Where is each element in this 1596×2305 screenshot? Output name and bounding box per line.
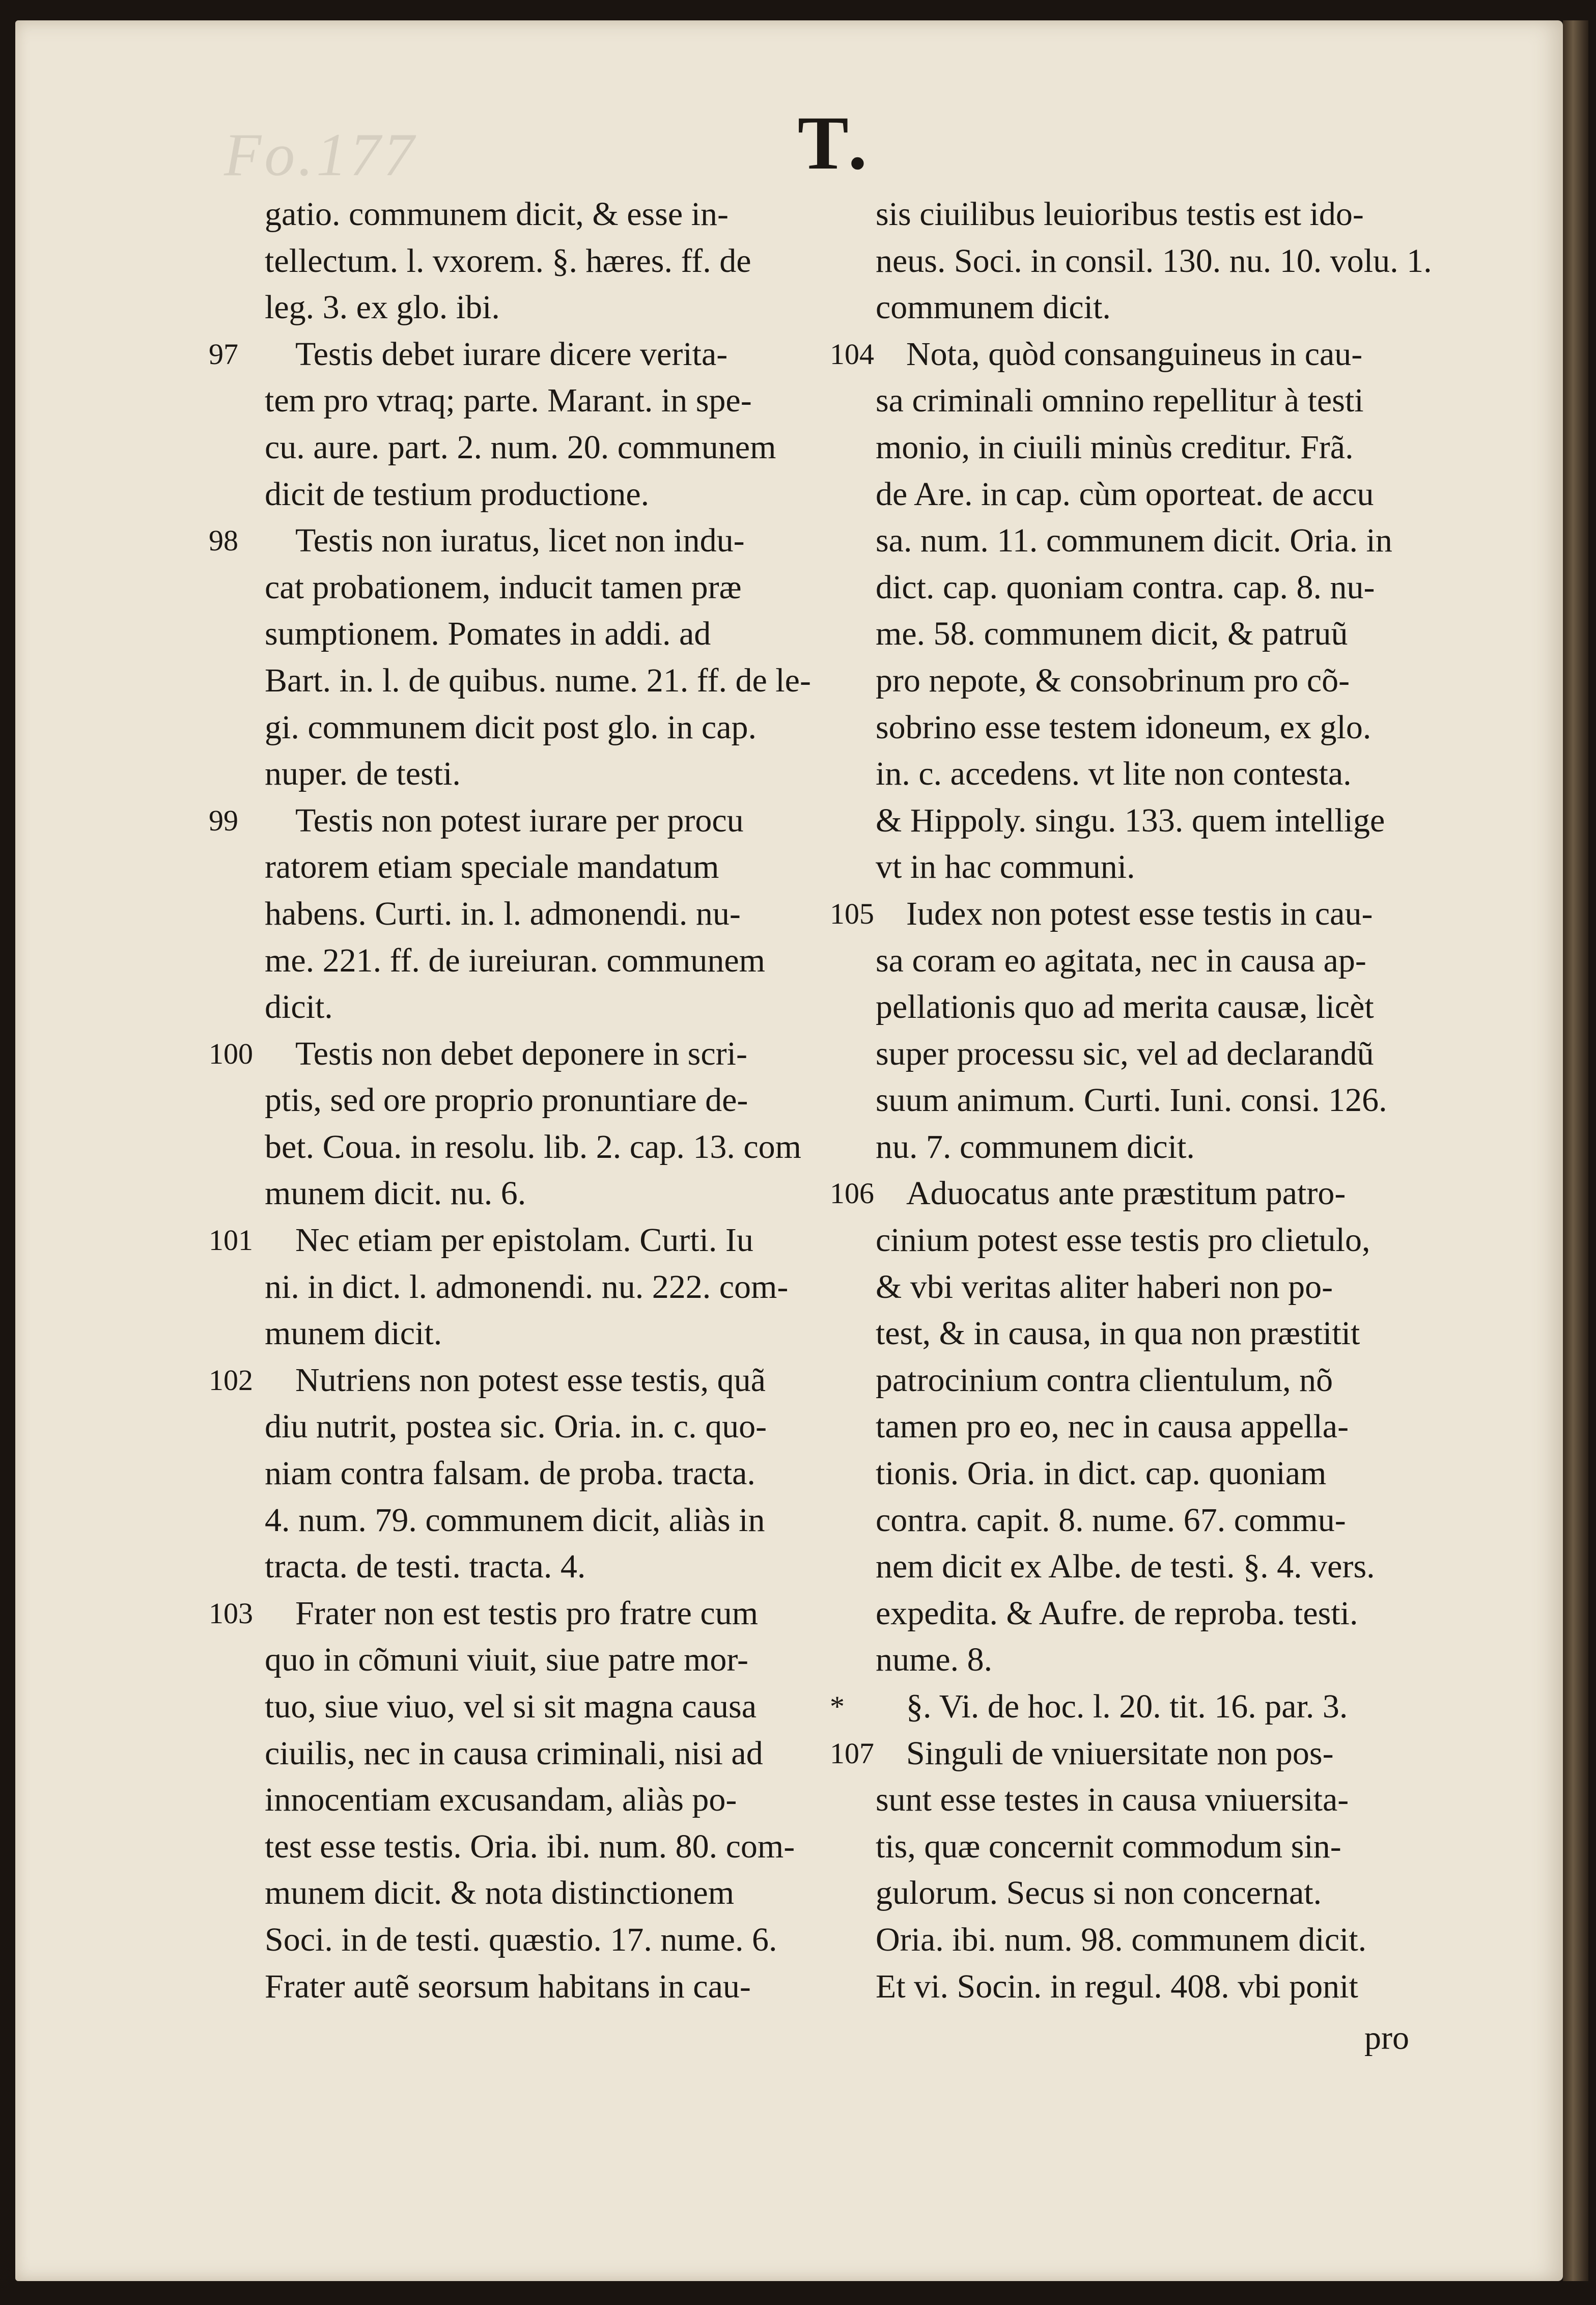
bleed-through-folio: Fo.177 <box>224 121 417 188</box>
text-line: expedita. & Aufre. de reproba. testi. <box>876 1594 1358 1632</box>
entry-101 <box>209 1217 815 1357</box>
text-line: sunt esse testes in causa vniuersita- <box>876 1781 1349 1819</box>
text-line: Frater autẽ seorsum habitans in cau- <box>265 1967 751 2005</box>
text-line: §. Vi. de hoc. l. 20. tit. 16. par. 3. <box>906 1688 1348 1725</box>
text-line: ratorem etiam speciale mandatum <box>265 848 719 886</box>
text-line: nume. 8. <box>876 1641 993 1679</box>
text-line: cinium potest esse testis pro clietulo, <box>876 1221 1370 1259</box>
text-line: communem dicit. <box>876 289 1111 326</box>
right-text-column <box>830 191 1432 2010</box>
text-line: ni. in dict. l. admonendi. nu. 222. com- <box>265 1268 789 1306</box>
entry-100 <box>209 1031 815 1217</box>
text-line: Testis debet iurare dicere verita- <box>295 335 728 373</box>
entry-98 <box>209 517 815 797</box>
text-line: Testis non potest iurare per procu <box>295 801 744 839</box>
entry-number: 105 <box>830 897 874 930</box>
text-line: quo in cõmuni viuit, siue patre mor- <box>265 1641 749 1679</box>
text-line: tem pro vtraq; parte. Marant. in spe- <box>265 382 752 420</box>
text-line: vt in hac communi. <box>876 848 1135 886</box>
text-line: Et vi. Socin. in regul. 408. vbi ponit <box>876 1967 1358 2005</box>
entry-107 <box>830 1730 1431 2010</box>
entry-number: * <box>830 1690 845 1723</box>
text-line: nuper. de testi. <box>265 755 461 793</box>
text-line: Oria. ibi. num. 98. communem dicit. <box>876 1921 1367 1958</box>
text-line: dicit. <box>265 988 333 1026</box>
text-line: Nutriens non potest esse testis, quã <box>295 1361 766 1399</box>
text-line: Nota, quòd consanguineus in cau- <box>906 335 1363 373</box>
text-line: contra. capit. 8. nume. 67. commu- <box>876 1501 1346 1539</box>
text-line: super processu sic, vel ad declarandũ <box>876 1035 1374 1072</box>
text-line: Singuli de vniuersitate non pos- <box>906 1734 1334 1772</box>
entry-number: 104 <box>830 337 874 371</box>
text-line: me. 58. communem dicit, & patruũ <box>876 615 1348 653</box>
text-line: sumptionem. Pomates in addi. ad <box>265 615 711 653</box>
text-line: dict. cap. quoniam contra. cap. 8. nu- <box>876 568 1375 606</box>
text-line: bet. Coua. in resolu. lib. 2. cap. 13. com <box>265 1128 801 1165</box>
text-line: sa coram eo agitata, nec in causa ap- <box>876 941 1366 979</box>
text-line: Testis non iuratus, licet non indu- <box>295 522 745 560</box>
text-line: niam contra falsam. de proba. tracta. <box>265 1455 755 1492</box>
entry-number: 102 <box>209 1363 253 1397</box>
catchword: pro <box>1364 2019 1409 2057</box>
text-line: diu nutrit, postea sic. Oria. in. c. quo- <box>265 1408 767 1446</box>
text-line: tis, quæ concernit commodum sin- <box>876 1827 1341 1865</box>
running-head-letter: T. <box>797 101 873 185</box>
text-line: suum animum. Curti. Iuni. consi. 126. <box>876 1081 1387 1119</box>
text-line: nem dicit ex Albe. de testi. §. 4. vers. <box>876 1548 1375 1586</box>
text-line: tamen pro eo, nec in causa appella- <box>876 1408 1349 1446</box>
entry-number: 101 <box>209 1224 253 1257</box>
entry-number: 100 <box>209 1037 253 1070</box>
text-line: in. c. accedens. vt lite non contesta. <box>876 755 1352 793</box>
text-line: neus. Soci. in consil. 130. nu. 10. volu. 1. <box>876 242 1432 280</box>
text-line: Iudex non potest esse testis in cau- <box>906 895 1373 932</box>
text-line: sa criminali omnino repellitur à testi <box>876 382 1364 420</box>
text-line: tellectum. l. vxorem. §. hæres. ff. de <box>265 242 751 280</box>
entry-number: 99 <box>209 803 238 837</box>
text-line: Bart. in. l. de quibus. nume. 21. ff. de le- <box>265 661 811 699</box>
entry-97 <box>209 331 815 517</box>
text-line: ciuilis, nec in causa criminali, nisi ad <box>265 1734 763 1772</box>
entry-number: 98 <box>209 524 238 558</box>
entry-104 <box>830 331 1431 891</box>
text-line: 4. num. 79. communem dicit, aliàs in <box>265 1501 765 1539</box>
text-line: Frater non est testis pro fratre cum <box>295 1594 759 1632</box>
entry-number: 107 <box>830 1736 874 1770</box>
text-line: nu. 7. communem dicit. <box>876 1128 1195 1165</box>
text-line: tuo, siue viuo, vel si sit magna causa <box>265 1688 757 1725</box>
entry-continued <box>265 191 815 331</box>
text-line: monio, in ciuili minùs creditur. Frã. <box>876 428 1354 466</box>
text-line: innocentiam excusandam, aliàs po- <box>265 1781 737 1819</box>
entry-105 <box>830 891 1431 1171</box>
text-line: Nec etiam per epistolam. Curti. Iu <box>295 1221 753 1259</box>
entry-103 <box>209 1590 815 2010</box>
text-line: de Are. in cap. cùm oporteat. de accu <box>876 475 1374 513</box>
text-line: cat probationem, inducit tamen præ <box>265 568 742 606</box>
text-line: & Hippoly. singu. 133. quem intellige <box>876 801 1385 839</box>
entry-99 <box>209 797 815 1031</box>
entry-102 <box>209 1357 815 1590</box>
text-line: patrocinium contra clientulum, nõ <box>876 1361 1333 1399</box>
text-line: test esse testis. Oria. ibi. num. 80. com- <box>265 1827 795 1865</box>
text-line: gulorum. Secus si non concernat. <box>876 1874 1322 1912</box>
text-line: me. 221. ff. de iureiuran. communem <box>265 941 766 979</box>
text-line: test, & in causa, in qua non præstitit <box>876 1315 1360 1352</box>
text-line: habens. Curti. in. l. admonendi. nu- <box>265 895 741 932</box>
entry-continued <box>876 191 1431 331</box>
text-line: & vbi veritas aliter haberi non po- <box>876 1268 1333 1306</box>
entry-106 <box>830 1170 1431 1683</box>
text-line: pro nepote, & consobrinum pro cõ- <box>876 661 1350 699</box>
entry-note <box>830 1683 1431 1730</box>
text-line: leg. 3. ex glo. ibi. <box>265 289 500 326</box>
left-text-column <box>209 191 815 2010</box>
page-edge <box>1563 20 1588 2281</box>
entry-number: 103 <box>209 1596 253 1630</box>
text-line: munem dicit. & nota distinctionem <box>265 1874 735 1912</box>
text-line: gatio. communem dicit, & esse in- <box>265 196 729 233</box>
text-line: tionis. Oria. in dict. cap. quoniam <box>876 1455 1327 1492</box>
text-line: pellationis quo ad merita causæ, licèt <box>876 988 1374 1026</box>
text-line: Aduocatus ante præstitum patro- <box>906 1175 1346 1212</box>
entry-number: 97 <box>209 337 238 371</box>
entry-number: 106 <box>830 1177 874 1210</box>
text-line: munem dicit. nu. 6. <box>265 1175 526 1212</box>
text-line: sis ciuilibus leuioribus testis est ido- <box>876 196 1364 233</box>
text-line: cu. aure. part. 2. num. 20. communem <box>265 428 776 466</box>
text-line: gi. communem dicit post glo. in cap. <box>265 708 757 746</box>
text-line: Testis non debet deponere in scri- <box>295 1035 747 1072</box>
text-line: ptis, sed ore proprio pronuntiare de- <box>265 1081 748 1119</box>
text-line: dicit de testium productione. <box>265 475 650 513</box>
text-line: Soci. in de testi. quæstio. 17. nume. 6. <box>265 1921 777 1958</box>
text-line: sobrino esse testem idoneum, ex glo. <box>876 708 1371 746</box>
text-line: sa. num. 11. communem dicit. Oria. in <box>876 522 1392 560</box>
text-line: tracta. de testi. tracta. 4. <box>265 1548 586 1586</box>
text-line: munem dicit. <box>265 1315 442 1352</box>
